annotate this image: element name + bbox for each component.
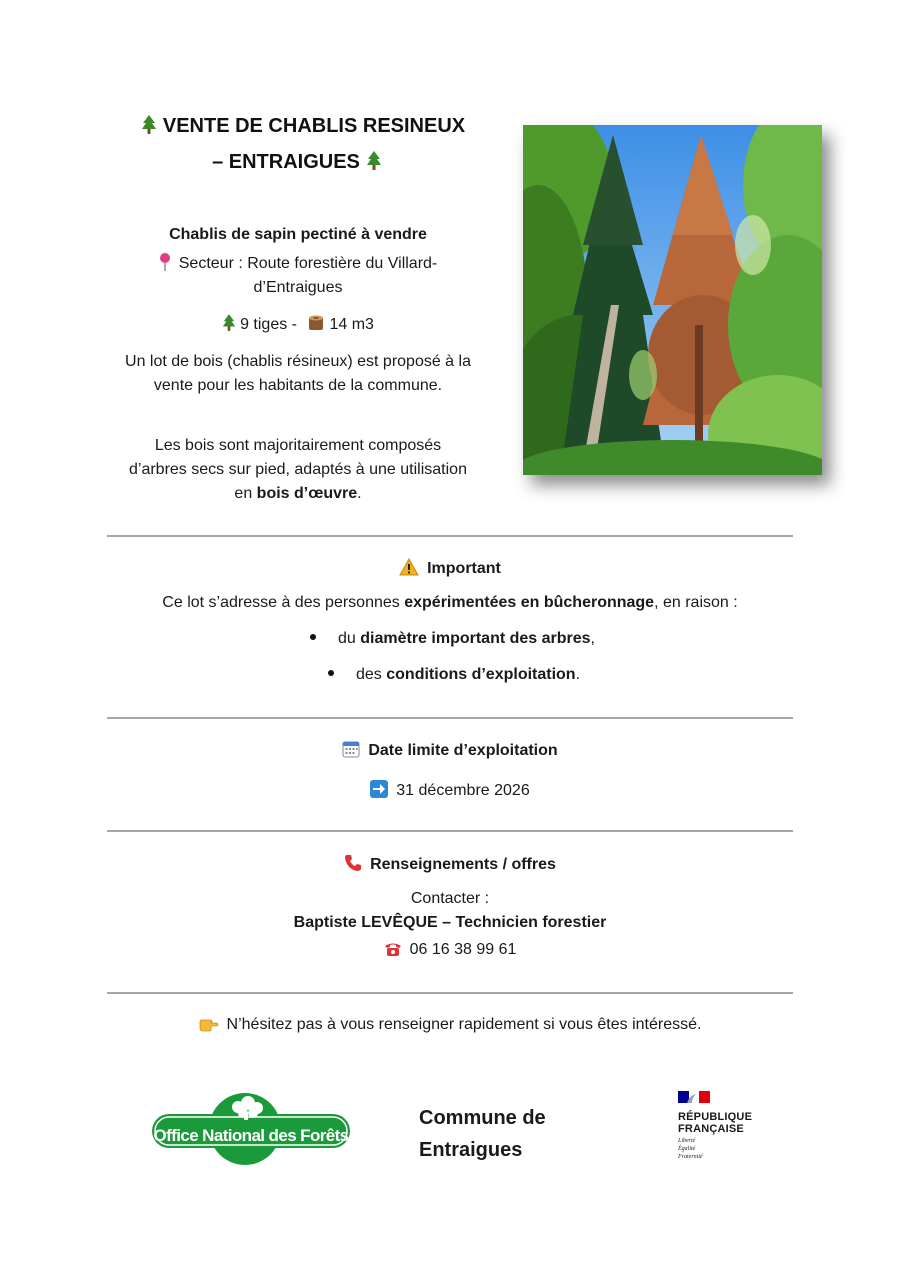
list-item: des conditions d’exploitation. bbox=[328, 666, 580, 684]
page-title bbox=[110, 108, 490, 180]
right-arrow-icon bbox=[370, 780, 388, 798]
onf-logo bbox=[152, 1092, 350, 1166]
intro-paragraph-1: Un lot de bois (chablis résineux) est proposé à la vente pour les habitants de la commune. bbox=[125, 353, 471, 394]
deadline-title: Date limite d’exploitation bbox=[107, 740, 793, 760]
telephone-receiver-icon bbox=[344, 854, 362, 872]
telephone-icon bbox=[384, 941, 402, 957]
contact-label: Contacter : bbox=[410, 890, 490, 907]
evergreen-tree-icon bbox=[222, 314, 236, 332]
republique-francaise-logo: RÉPUBLIQUE FRANÇAISE Liberté Égalité Fraternité bbox=[678, 1090, 768, 1161]
subheading: Chablis de sapin pectiné à vendre bbox=[169, 226, 427, 243]
important-text: Ce lot s’adresse à des personnes expérimentées en bûcheronnage, en raison : bbox=[162, 594, 738, 611]
calendar-icon bbox=[342, 740, 360, 758]
title-line-1: VENTE DE CHABLIS RESINEUX bbox=[110, 108, 490, 144]
contact-phone: 06 16 38 99 61 bbox=[107, 941, 793, 959]
closing-note: N’hésitez pas à vous renseigner rapidement si vous êtes intéressé. bbox=[107, 1016, 793, 1034]
list-item: du diamètre important des arbres, bbox=[310, 630, 595, 648]
wood-log-icon bbox=[307, 314, 325, 332]
divider bbox=[107, 830, 793, 832]
evergreen-tree-icon bbox=[141, 115, 157, 135]
tiges-count: 9 tiges - bbox=[240, 316, 297, 333]
divider bbox=[107, 992, 793, 994]
title-line-2: – ENTRAIGUES bbox=[110, 144, 490, 180]
divider bbox=[107, 535, 793, 537]
contact-name: Baptiste LEVÊQUE – Technicien forestier bbox=[293, 914, 607, 931]
onf-logo-text: Office National des Forêts bbox=[153, 1126, 349, 1145]
volume: 14 m3 bbox=[329, 316, 374, 333]
round-pushpin-icon bbox=[159, 253, 171, 271]
evergreen-tree-icon bbox=[366, 151, 382, 171]
bullet-dot bbox=[310, 634, 316, 640]
pointing-hand-icon bbox=[199, 1016, 219, 1032]
warning-icon bbox=[399, 558, 419, 576]
bullet-dot bbox=[328, 670, 334, 676]
important-title: Important bbox=[107, 558, 793, 578]
sector-location: Secteur : Route forestière du Villard- d’Entraigues bbox=[110, 252, 486, 300]
deadline-date: 31 décembre 2026 bbox=[107, 780, 793, 800]
contact-title: Renseignements / offres bbox=[107, 854, 793, 874]
forest-photo bbox=[523, 125, 822, 475]
marianne-flag-icon bbox=[678, 1091, 710, 1103]
divider bbox=[107, 717, 793, 719]
commune-name: Commune de Entraigues bbox=[419, 1107, 546, 1161]
lot-counts bbox=[110, 314, 486, 334]
intro-paragraph-2: Les bois sont majoritairement composés d’arbres secs sur pied, adaptés à une utilisation en bois d’œuvre. bbox=[129, 437, 467, 502]
